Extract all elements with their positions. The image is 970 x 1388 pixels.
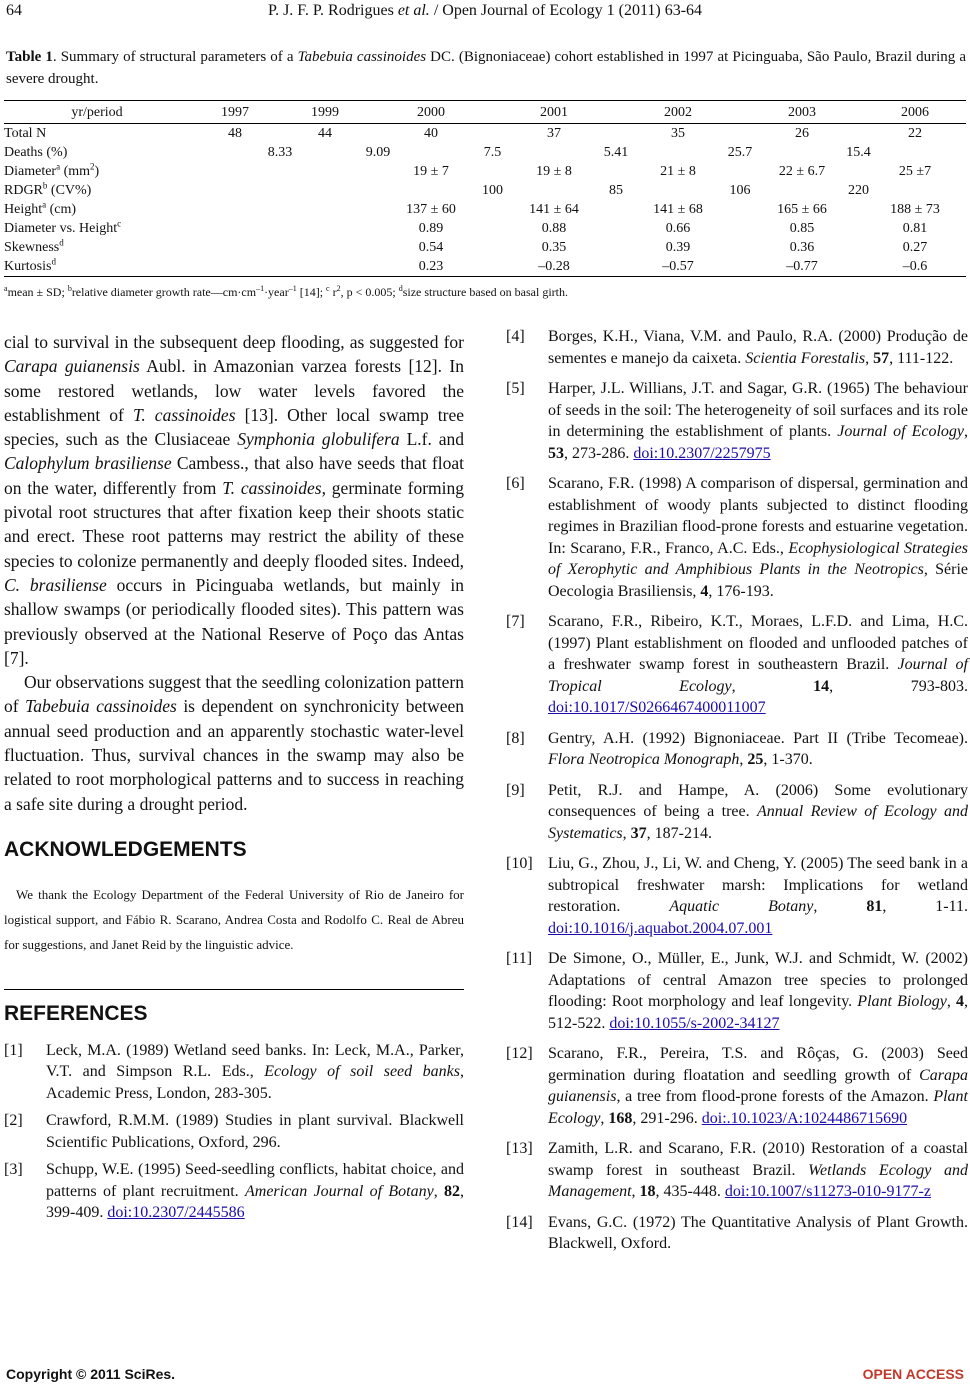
italic-term: Flora Neotropica Monograph	[548, 751, 740, 768]
table-cell: 35	[671, 126, 685, 141]
text-run: [13]. Other local swamp tree species, such as the Clusiaceae	[4, 404, 464, 450]
page-footer	[0, 1366, 970, 1388]
text-run: , Série Oecologia Brasiliensis,	[548, 561, 969, 600]
italic-term: Scientia Forestalis	[745, 349, 866, 367]
row-label-unit-end: )	[94, 164, 100, 179]
row-label	[4, 257, 190, 277]
text-run: ,	[433, 1182, 445, 1200]
row-label-text: Diameter	[4, 164, 57, 179]
volume-number: 4	[700, 582, 709, 600]
row-label	[4, 143, 190, 162]
table-cell	[616, 181, 751, 200]
table-cell: 0.66	[665, 221, 691, 236]
row-label-sup: d	[51, 256, 56, 267]
table-cell	[280, 238, 370, 257]
row-label-text: Height	[4, 202, 43, 217]
text-run: occurs in Picinguaba wetlands, but mainly in shallow swamps (or periodically flooded sites). This pattern was previously observed at the National Reserve of Poço das Antas [7].	[4, 574, 464, 668]
table-cell: 40	[424, 126, 438, 141]
period-value: 9.09	[365, 145, 391, 160]
table-cell	[190, 238, 280, 257]
row-label-text: Deaths (%)	[4, 145, 68, 160]
text-run: Scarano, F.R., Pereira, T.S. and Rôças, G. (2003) Seed germination during floatation and seedling growth of	[548, 1045, 968, 1084]
table-row	[4, 200, 966, 219]
footnote-marker: a	[4, 284, 8, 293]
table-row	[4, 257, 966, 277]
table-column-header: 2002	[616, 101, 740, 124]
footnote-marker: –1	[288, 284, 297, 293]
reference-entry	[506, 473, 968, 602]
table-column-header: 1999	[280, 101, 370, 124]
summary-table	[4, 100, 966, 277]
period-value: 220	[848, 183, 869, 198]
table-cell	[864, 181, 966, 200]
footnote-marker: d	[398, 284, 403, 293]
text-run: Borges, K.H., Viana, V.M. and Paulo, R.A. (2000) Produção de sementes e manejo da caixeta.	[548, 328, 968, 367]
row-label-sup: a	[56, 161, 61, 172]
table-cell	[492, 143, 629, 162]
italic-term: Carapa guianensis	[4, 356, 140, 377]
row-label-text: Kurtosis	[4, 259, 52, 274]
table-container	[4, 100, 966, 277]
table-cell: 37	[547, 126, 561, 141]
footnote-text: relative diameter growth rate—cm·cm	[71, 285, 257, 299]
table-cell: 25 ±7	[898, 164, 932, 179]
reference-number: [8]	[506, 729, 525, 747]
reference-text	[46, 1110, 464, 1153]
row-label-text: Skewness	[4, 240, 60, 255]
table-cell	[740, 143, 871, 162]
footnote-text: mean ± SD;	[7, 285, 68, 299]
period-value: 85	[609, 183, 623, 198]
left-column	[4, 330, 464, 1230]
reference-number: [2]	[4, 1112, 23, 1130]
open-access-label: OPEN ACCESS	[862, 1366, 964, 1382]
table-column-header: 2006	[864, 101, 966, 124]
footnote-text: r	[329, 285, 337, 299]
doi-link[interactable]: doi:10.1017/S0266467400011007	[548, 699, 766, 716]
table-cell: 0.39	[665, 240, 691, 255]
running-title	[0, 2, 970, 20]
italic-term: Plant Biology	[857, 993, 947, 1010]
reference-entry	[506, 611, 968, 719]
volume-number: 25	[747, 751, 764, 768]
table-column-header: 2001	[492, 101, 616, 124]
table-row	[4, 162, 966, 181]
text-run: Aubl. in Amazonian varzea forests [12]. In some restored wetlands, low water levels favored the establishment of	[4, 356, 464, 425]
text-run: ,	[622, 824, 631, 842]
text-run: Gentry, A.H. (1992) Bignoniaceae. Part II (Tribe Tecomeae).	[548, 729, 968, 747]
table-cell	[190, 143, 293, 162]
header-journal: / Open Journal of Ecology 1 (2011) 63-64	[433, 2, 703, 19]
text-run: , 273-286.	[564, 444, 634, 462]
row-label	[4, 200, 190, 219]
text-run: , 291-296.	[632, 1109, 702, 1127]
text-run: Schupp, W.E. (1995) Seed-seedling conflicts, habitat choice, and patterns of plant recruitment.	[46, 1161, 464, 1200]
text-run: Our observations suggest that the seedling colonization pattern of	[4, 672, 464, 717]
table-cell: –0.6	[864, 257, 966, 277]
table-cell: 21 ± 8	[660, 164, 696, 179]
table-cell: 0.81	[902, 221, 928, 236]
table-cell: 0.85	[789, 221, 815, 236]
table-cell	[864, 143, 966, 162]
table-cell	[280, 219, 370, 238]
reference-text	[548, 948, 968, 1034]
caption-species: Tabebuia cassinoides	[297, 49, 427, 65]
reference-entry	[506, 378, 968, 464]
table-column-header: 2000	[370, 101, 492, 124]
table-cell: 0.23	[370, 257, 492, 277]
reference-text	[548, 378, 968, 464]
table-cell: 19 ± 8	[536, 164, 572, 179]
text-run: , 111-122.	[889, 349, 954, 367]
italic-term: Calophylum brasiliense	[4, 453, 172, 474]
acknowledgements-text: We thank the Ecology Department of the Federal University of Rio de Janeiro for logistical support, and Fábio R. Scarano, Andrea Costa and Rodolfo C. Real de Abreu for suggestions, and Janet Reid by the linguistic advice.	[4, 886, 464, 952]
table-cell	[190, 257, 280, 277]
reference-entry	[506, 326, 968, 369]
text-run: Zamith, L.R. and Scarano, F.R. (2010) Restoration of a coastal swamp forest in southeast Brazil.	[548, 1140, 968, 1179]
text-run: ,	[813, 898, 867, 915]
reference-number: [14]	[506, 1213, 533, 1231]
period-value: 106	[729, 183, 751, 198]
table-cell	[190, 181, 280, 200]
reference-text	[548, 611, 968, 719]
period-value: 100	[482, 183, 503, 198]
volume-number: 4	[956, 993, 965, 1010]
table-row	[4, 143, 966, 162]
row-label	[4, 124, 190, 144]
table-header-row	[4, 101, 966, 124]
reference-number: [6]	[506, 475, 525, 492]
text-run: Liu, G., Zhou, J., Li, W. and Cheng, Y. (2005) The seed bank in a subtropical freshwater marsh: Implications for wetland restoration.	[548, 855, 968, 915]
row-label-unit: (cm)	[46, 202, 77, 217]
text-run: ,	[964, 423, 969, 440]
references-heading: REFERENCES	[4, 1001, 148, 1025]
table-cell: 137 ± 60	[406, 202, 456, 217]
reference-number: [9]	[506, 781, 525, 799]
table-cell: 26	[795, 126, 809, 141]
text-run: , 1-11.	[882, 898, 968, 915]
table-cell	[280, 162, 370, 181]
row-label-text: RDGR	[4, 183, 43, 198]
table-caption	[6, 46, 966, 90]
reference-entry	[506, 853, 968, 939]
text-run: , 187-214.	[646, 824, 712, 842]
doi-link[interactable]: doi:10.2307/2445586	[107, 1204, 245, 1222]
table-cell: –0.57	[616, 257, 740, 277]
text-run: , 435-448.	[655, 1183, 725, 1200]
italic-term: Journal of Ecology	[837, 423, 965, 440]
text-run: Scarano, F.R. (1998) A comparison of dispersal, germination and establishment of woody plants subjected to distinct flooding regimes in Brazilian flood-prone forests and estuarine vegetation. In: Scarano, F.R., Franco, A.C. Eds.,	[548, 475, 968, 557]
table-column-header: 2003	[740, 101, 864, 124]
reference-text	[46, 1040, 464, 1105]
text-run: ,	[631, 1183, 640, 1200]
table-cell	[492, 181, 623, 200]
table-cell: 22 ± 6.7	[778, 164, 826, 179]
reference-entry	[506, 1212, 968, 1255]
table-cell	[280, 181, 370, 200]
table-cell	[280, 143, 391, 162]
doi-link[interactable]: doi:10.1016/j.aquabot.2004.07.001	[548, 919, 773, 937]
table-cell: 0.27	[902, 240, 928, 255]
row-label-unit: (mm	[60, 164, 91, 179]
doi-link[interactable]: doi:10.2307/2257975	[633, 444, 771, 462]
row-label	[4, 238, 190, 257]
table-cell: 22	[908, 126, 922, 141]
text-run: , 793-803.	[829, 677, 969, 695]
text-run: , a tree from flood-prone forests of the Amazon.	[616, 1088, 934, 1105]
caption-pre: . Summary of structural parameters of a	[52, 49, 298, 65]
table-cell	[190, 219, 280, 238]
volume-number: 82	[444, 1182, 461, 1200]
footnote-marker: c	[326, 284, 330, 293]
text-run: cial to survival in the subsequent deep flooding, as suggested for	[4, 332, 464, 352]
volume-number: 37	[630, 824, 647, 842]
caption-post: DC. (Bignoniaceae) cohort established in 1997 at Picinguaba, São Paulo, Brazil during a severe drought.	[6, 49, 967, 87]
volume-number: 53	[548, 444, 564, 462]
reference-number: [1]	[4, 1041, 23, 1059]
text-run: , Academic Press, London, 283-305.	[46, 1063, 464, 1102]
period-value: 8.33	[267, 145, 293, 160]
italic-term: Tabebuia cassinoides	[25, 696, 177, 717]
text-run: Harper, J.L. Willians, J.T. and Sagar, G.R. (1965) The behaviour of seeds in the soil: The heterogeneity of soil surfaces and its role in determining the establishment of plants.	[548, 380, 968, 440]
footnote-text: ·year	[264, 285, 289, 299]
reference-number: [10]	[506, 855, 533, 872]
reference-entry	[506, 1138, 968, 1203]
table-cell: 0.36	[789, 240, 815, 255]
italic-term: T. cassinoides	[132, 404, 236, 425]
volume-number: 168	[608, 1109, 633, 1127]
header-et-al: et al.	[397, 2, 430, 19]
volume-number: 81	[866, 898, 883, 915]
row-label-sup: b	[42, 180, 48, 191]
table-label: Table 1	[6, 49, 53, 65]
italic-term: T. cassinoides	[222, 477, 322, 498]
table-cell: 188 ± 73	[890, 202, 940, 217]
reference-entry	[4, 1040, 464, 1105]
row-label-text: Total N	[4, 126, 47, 141]
table-column-header: 1997	[190, 101, 280, 124]
italic-term: American Journal of Botany	[244, 1182, 434, 1200]
table-row	[4, 181, 966, 200]
italic-term: Wetlands Ecology and Management	[548, 1161, 969, 1200]
table-cell: 48	[228, 126, 242, 141]
text-run: De Simone, O., Müller, E., Junk, W.J. and Schmidt, W. (2002) Adaptations of central Amazon tree species to prolonged flooding: Root morphology and leaf longevity.	[548, 950, 968, 1010]
italic-term: Symphonia globulifera	[237, 429, 400, 450]
footnote-marker: –1	[256, 284, 265, 293]
footnote-text: , p < 0.005;	[340, 285, 399, 299]
table-footnote	[4, 284, 568, 300]
reference-number: [11]	[506, 950, 533, 967]
table-cell	[280, 257, 370, 277]
table-cell: 141 ± 64	[529, 202, 579, 217]
references-list-right	[506, 326, 968, 1264]
table-cell: 0.88	[541, 221, 567, 236]
reference-entry	[506, 780, 968, 845]
row-label-unit-sup: 2	[90, 161, 95, 172]
table-cell	[740, 181, 869, 200]
text-run: ,	[739, 751, 748, 768]
table-cell: –0.77	[740, 257, 864, 277]
table-cell: –0.28	[492, 257, 616, 277]
footnote-text: [14];	[296, 285, 327, 299]
text-run: Crawford, R.M.M. (1989) Studies in plant survival. Blackwell Scientific Publications, Oxford, 296.	[46, 1112, 464, 1151]
italic-term: Aquatic Botany	[669, 898, 814, 915]
text-run: ,	[946, 993, 957, 1010]
period-value: 7.5	[483, 145, 502, 160]
reference-entry	[4, 1159, 464, 1224]
period-value: 15.4	[846, 145, 871, 160]
row-label	[4, 162, 190, 181]
reference-number: [4]	[506, 328, 525, 345]
reference-number: [13]	[506, 1140, 533, 1157]
row-label	[4, 181, 190, 200]
reference-entry	[4, 1110, 464, 1153]
reference-number: [5]	[506, 380, 525, 397]
volume-number: 14	[813, 677, 830, 695]
row-label-unit: (CV%)	[47, 183, 92, 198]
period-value: 5.41	[603, 145, 629, 160]
italic-term: Carapa guianensis	[548, 1066, 968, 1105]
table-cell: 44	[318, 126, 332, 141]
reference-text	[548, 728, 968, 771]
row-label-sup: a	[42, 199, 47, 210]
reference-entry	[506, 1043, 968, 1129]
acknowledgements-heading: ACKNOWLEDGEMENTS	[4, 837, 247, 861]
italic-term: Plant Ecology	[548, 1088, 968, 1127]
row-label	[4, 219, 190, 238]
table-column-header: yr/period	[4, 101, 190, 124]
row-label-sup: d	[59, 237, 64, 248]
reference-text	[548, 1138, 968, 1203]
footnote-text: size structure based on basal girth.	[402, 285, 568, 299]
footnote-marker: b	[67, 284, 72, 293]
running-header	[0, 0, 970, 24]
italic-term: Journal of Tropical Ecology	[548, 656, 969, 695]
text-run: , 1-370.	[763, 751, 813, 768]
footnote-marker: 2	[336, 284, 341, 293]
table-row	[4, 124, 966, 144]
body-paragraph-2	[4, 670, 464, 816]
text-run: , 176-193.	[708, 582, 774, 600]
reference-text	[548, 1212, 968, 1255]
period-value: 25.7	[727, 145, 753, 160]
reference-text	[548, 473, 968, 602]
table-cell	[190, 162, 280, 181]
text-run: Leck, M.A. (1989) Wetland seed banks. In: Leck, M.A., Parker, V.T. and Simpson R.L. Eds.,	[46, 1041, 464, 1081]
reference-entry	[506, 948, 968, 1034]
body-paragraph-1	[4, 330, 464, 670]
table-row	[4, 219, 966, 238]
italic-term: Annual Review of Ecology and Systematics	[548, 803, 968, 842]
reference-number: [12]	[506, 1045, 533, 1062]
table-cell: 0.35	[541, 240, 567, 255]
reference-number: [3]	[4, 1161, 23, 1179]
copyright-notice: Copyright © 2011 SciRes.	[6, 1366, 176, 1382]
row-label-text: Diameter vs. Height	[4, 221, 118, 236]
text-run: ,	[600, 1109, 609, 1127]
doi-link[interactable]: doi:10.1007/s11273-010-9177-z	[724, 1183, 931, 1200]
header-authors: P. J. F. P. Rodrigues	[267, 2, 394, 19]
reference-text	[548, 853, 968, 939]
text-run: L.f. and	[399, 429, 464, 450]
volume-number: 57	[873, 349, 890, 367]
text-run: ,	[731, 677, 814, 695]
italic-term: Ecophysiological Strategies of Xerophytic and Amphibious Plants in the Neotropics	[548, 539, 969, 578]
references-list-left	[4, 1040, 464, 1224]
reference-number: [7]	[506, 613, 525, 630]
table-cell: 19 ± 7	[413, 164, 449, 179]
italic-term: C. brasiliense	[4, 574, 107, 595]
doi-link[interactable]: doi:.10.1023/A:1024486715690	[701, 1109, 908, 1127]
table-cell: 0.89	[418, 221, 444, 236]
text-run: Scarano, F.R., Ribeiro, K.T., Moraes, L.F.D. and Lima, H.C. (1997) Plant establishment on flooded and unflooded patches of a freshwater swamp forest in southeastern Brazil.	[548, 613, 968, 673]
text-run: Petit, R.J. and Hampe, A. (2006) Some evolutionary consequences of being a tree.	[548, 781, 968, 820]
reference-text	[548, 1043, 968, 1129]
reference-text	[46, 1159, 464, 1224]
text-run: , germinate forming pivotal root structures that after fixation keep their shoots static and erect. These root patterns may restrict the ability of these species to colonize permanently and deeply flooded sites. Indeed,	[4, 477, 464, 571]
text-run: is dependent on synchronicity between annual seed production and an apparently stochastic water-level fluctuation. Thus, survival chances in the swamp may also be related to root morphological patterns and to success in reaching a safe site during a drought period.	[4, 696, 465, 814]
italic-term: Ecology of soil seed banks	[264, 1063, 460, 1081]
doi-link[interactable]: doi:10.1055/s-2002-34127	[609, 1014, 780, 1032]
text-run: , 399-409.	[46, 1182, 465, 1222]
table-cell	[616, 143, 753, 162]
text-run: Evans, G.C. (1972) The Quantitative Analysis of Plant Growth. Blackwell, Oxford.	[548, 1213, 968, 1252]
volume-number: 18	[639, 1183, 656, 1200]
row-label-sup: c	[117, 218, 122, 229]
reference-text	[548, 326, 968, 369]
table-cell	[190, 200, 280, 219]
text-run: ,	[865, 349, 874, 367]
reference-text	[548, 780, 968, 845]
reference-entry	[506, 728, 968, 771]
text-run: Cambess., that also have seeds that float on the water, differently from	[4, 453, 464, 498]
table-cell: 165 ± 66	[777, 202, 827, 217]
page-number: 64	[6, 2, 22, 19]
table-cell	[370, 181, 503, 200]
table-cell: 0.54	[418, 240, 444, 255]
table-row	[4, 238, 966, 257]
table-body	[4, 124, 966, 277]
text-run: , 512-522.	[548, 993, 969, 1032]
table-cell	[280, 200, 370, 219]
table-cell: 141 ± 68	[653, 202, 703, 217]
